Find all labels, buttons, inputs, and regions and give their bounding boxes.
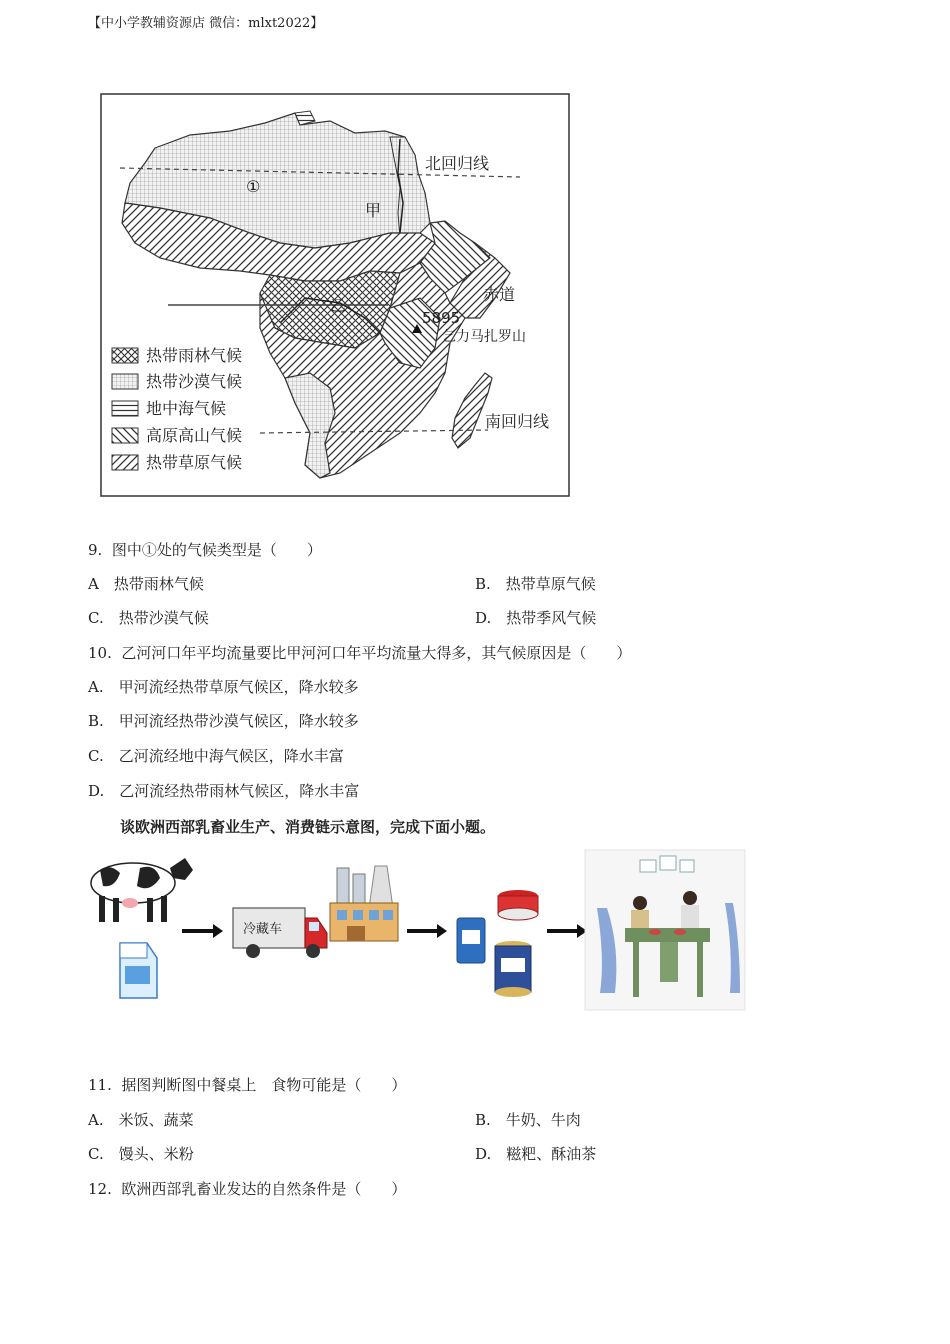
legend-label: 高原高山气候: [146, 426, 243, 445]
label-elevation: 5895: [422, 309, 461, 327]
factory-icon: [330, 866, 398, 941]
legend-label: 地中海气候: [146, 399, 227, 418]
dairy-chain-diagram: [85, 848, 750, 1013]
label-tropic-cancer: 北回归线: [425, 154, 490, 173]
question-number: 10.: [88, 644, 112, 662]
option-9a[interactable]: A 热带雨林气候: [88, 575, 204, 593]
milk-carton-icon: [120, 943, 157, 998]
option-11c[interactable]: C. 馒头、米粉: [88, 1145, 194, 1163]
label-river-jia: 甲: [365, 201, 382, 220]
truck-label: 冷藏车: [243, 922, 283, 937]
question-11: [88, 1075, 406, 1095]
label-tropic-capricorn: 南回归线: [485, 412, 550, 431]
option-9b[interactable]: B. 热带草原气候: [475, 575, 596, 593]
question-text: 图中①处的气候类型是（ ）: [111, 541, 322, 559]
legend-label: 热带沙漠气候: [146, 372, 243, 391]
dining-scene-image: [585, 850, 745, 1010]
question-text: 乙河河口年平均流量要比甲河河口年平均流量大得多，其气候原因是（ ）: [121, 644, 632, 662]
arrow-icon: [547, 924, 587, 938]
label-marker-1: ①: [246, 177, 261, 196]
question-number: 11.: [88, 1076, 112, 1094]
legend-label: 热带雨林气候: [146, 346, 243, 365]
question-text: 欧洲西部乳畜业发达的自然条件是（ ）: [121, 1180, 407, 1198]
option-10d[interactable]: D. 乙河流经热带雨林气候区，降水丰富: [88, 782, 360, 800]
question-number: 12.: [88, 1180, 112, 1198]
question-9: [88, 540, 322, 560]
cow-icon: [91, 858, 193, 922]
label-mountain: 乞力马扎罗山: [442, 329, 526, 345]
question-12: [88, 1179, 406, 1199]
question-10: [88, 643, 631, 663]
option-11b[interactable]: B. 牛奶、牛肉: [475, 1111, 581, 1129]
dairy-products-icon: [457, 890, 538, 997]
option-11a[interactable]: A. 米饭、蔬菜: [88, 1111, 194, 1129]
option-9d[interactable]: D. 热带季风气候: [475, 609, 597, 627]
page-header: 【中小学教辅资源店 微信：mlxt2022】: [88, 16, 324, 31]
section-intro: 谈欧洲西部乳畜业生产、消费链示意图，完成下面小题。: [120, 818, 496, 836]
option-10c[interactable]: C. 乙河流经地中海气候区，降水丰富: [88, 747, 344, 765]
option-9c[interactable]: C. 热带沙漠气候: [88, 609, 209, 627]
option-11d[interactable]: D. 糍粑、酥油茶: [475, 1145, 597, 1163]
option-10a[interactable]: A. 甲河流经热带草原气候区，降水较多: [88, 678, 359, 696]
refrigerated-truck-icon: [233, 908, 327, 958]
legend-label: 热带草原气候: [146, 453, 243, 472]
label-river-yi: 乙: [330, 296, 347, 315]
arrow-icon: [407, 924, 447, 938]
africa-climate-map: [100, 93, 570, 497]
question-number: 9.: [88, 541, 103, 559]
label-equator: 赤道: [483, 285, 516, 304]
option-10b[interactable]: B. 甲河流经热带沙漠气候区，降水较多: [88, 712, 359, 730]
arrow-icon: [182, 924, 223, 938]
question-text: 据图判断图中餐桌上 食物可能是（ ）: [121, 1076, 407, 1094]
